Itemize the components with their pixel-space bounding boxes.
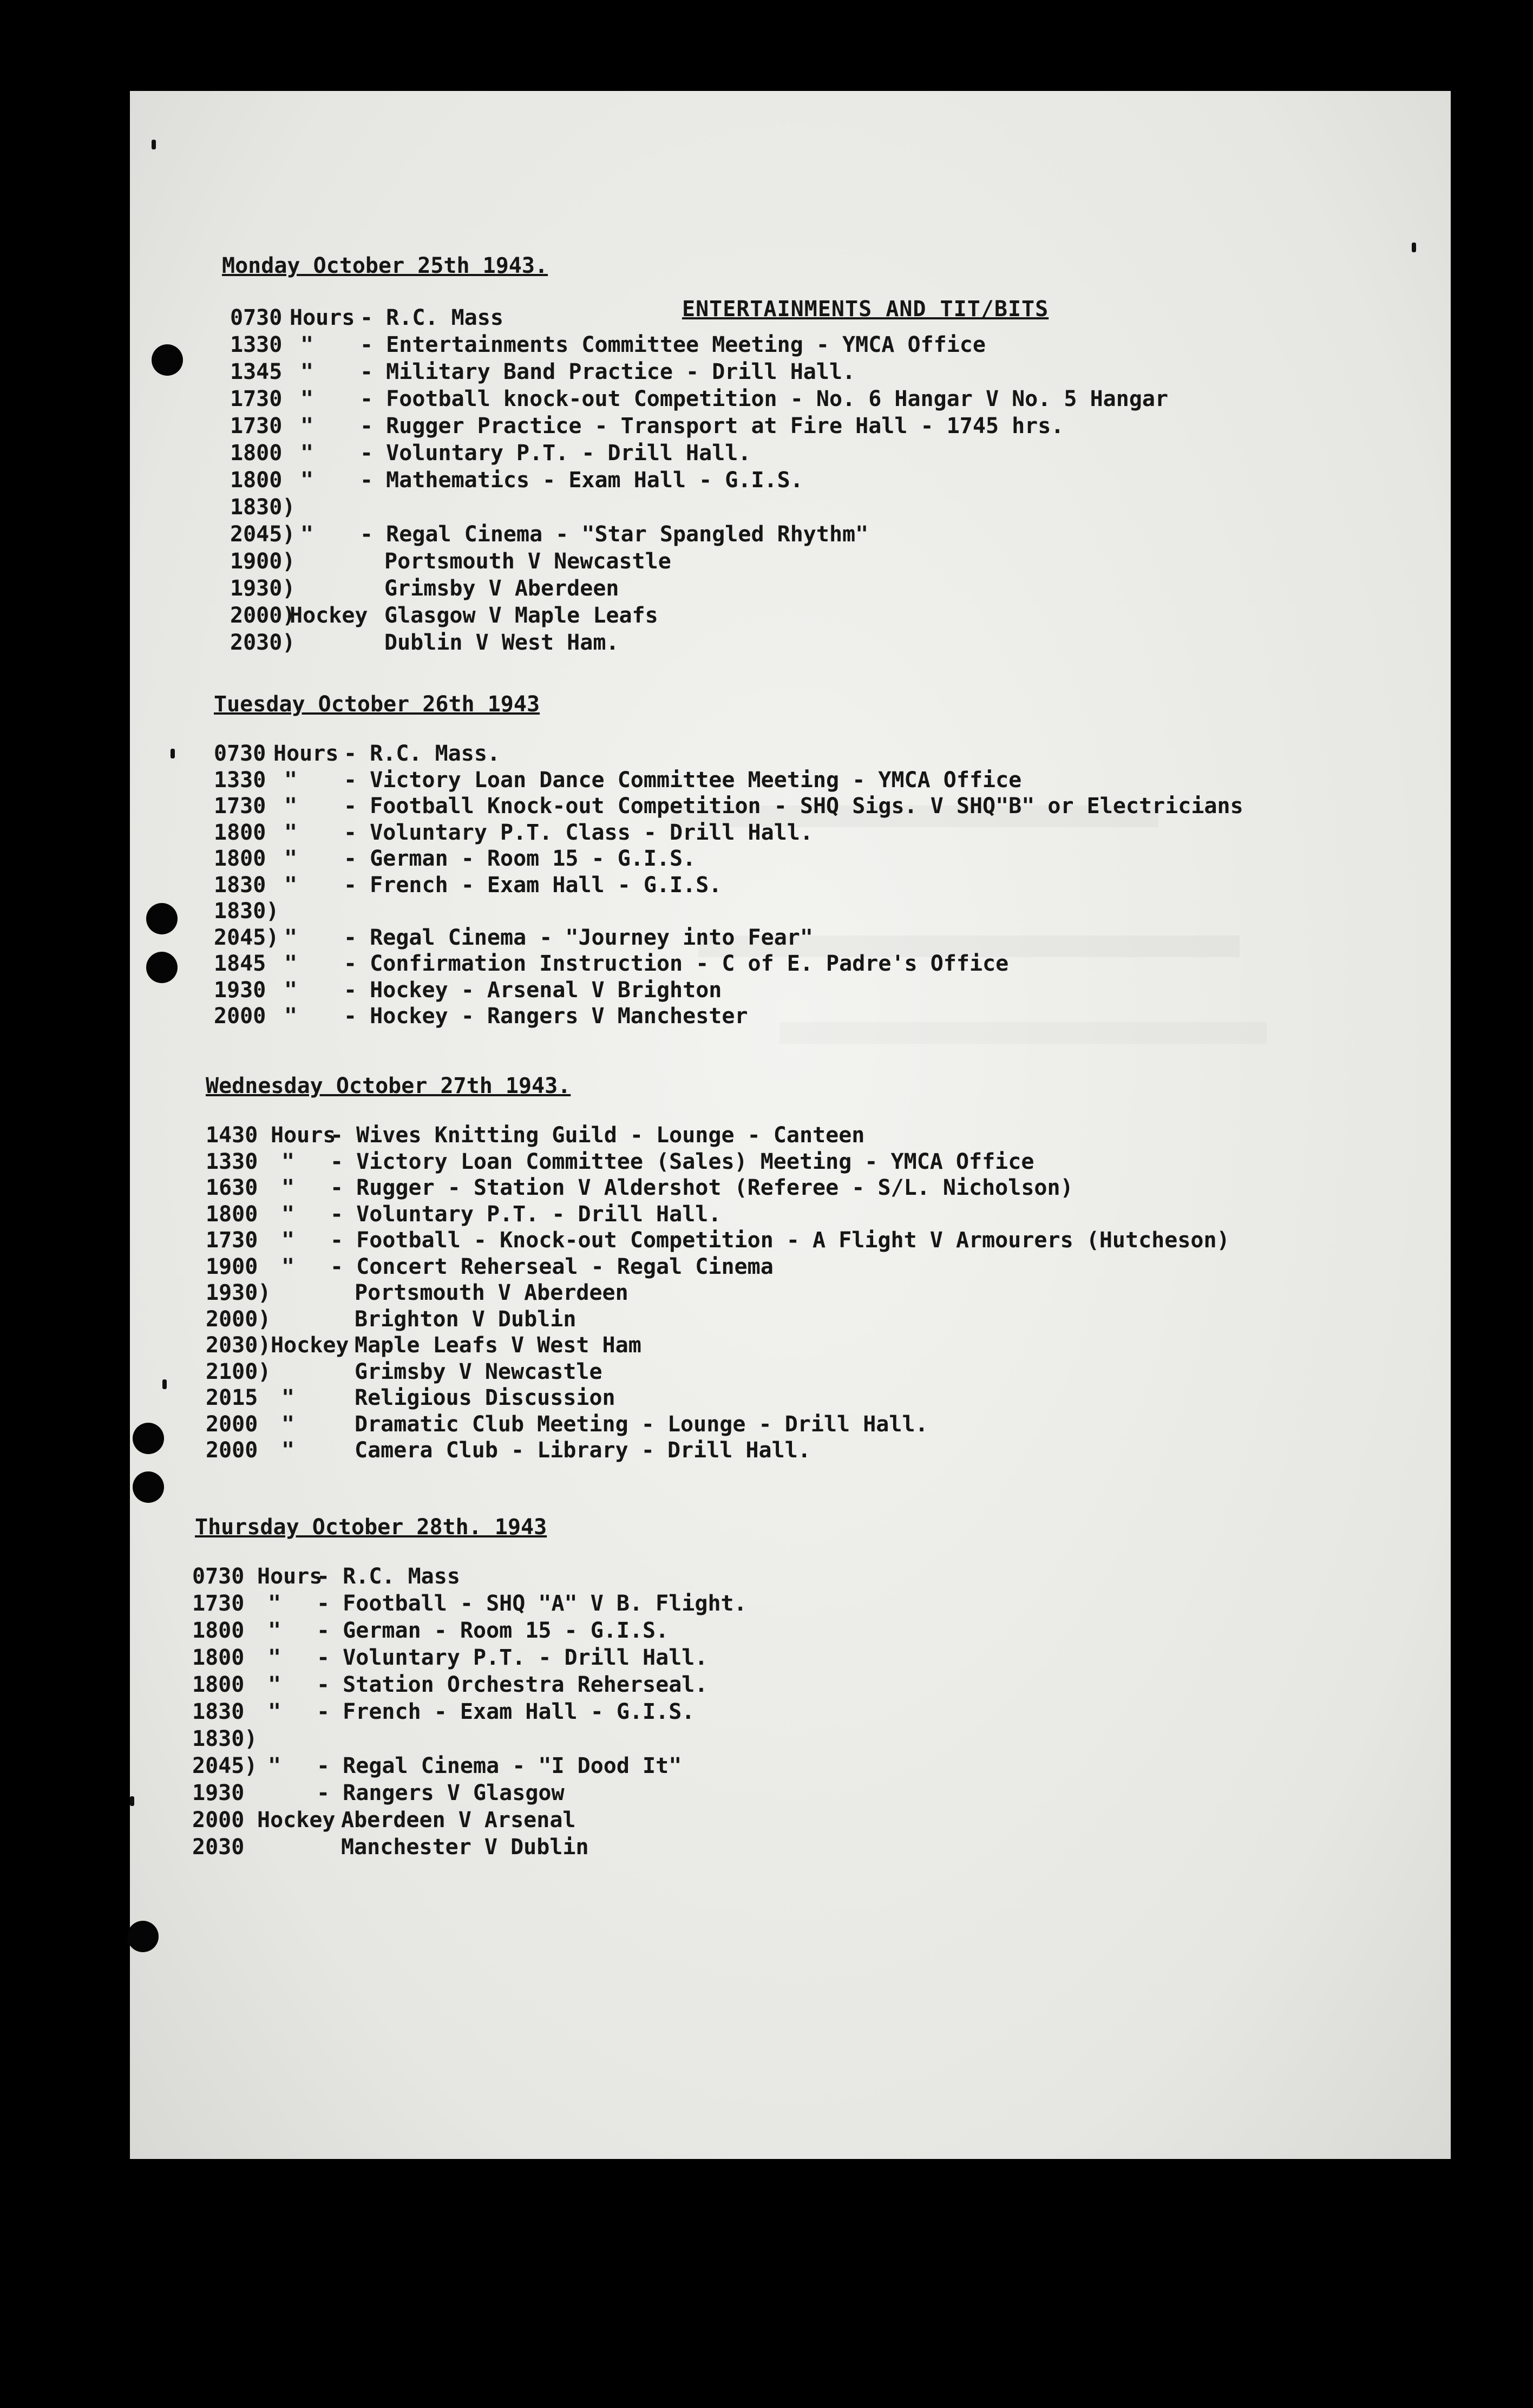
- schedule-entry: [130, 1003, 1451, 1029]
- schedule-entry: [130, 977, 1451, 1003]
- entry-time: 1730: [230, 414, 283, 439]
- entry-time: 1800: [214, 846, 266, 871]
- entry-time: 2045): [192, 1753, 258, 1778]
- speck: [171, 749, 175, 758]
- entry-unit: ": [284, 767, 298, 793]
- entry-text: - Regal Cinema - "I Dood It": [317, 1753, 682, 1778]
- entry-unit: ": [281, 1175, 295, 1200]
- entry-unit: ": [281, 1228, 295, 1253]
- schedule-entry: [130, 767, 1451, 793]
- entry-time: 0730: [230, 305, 283, 330]
- entry-unit: ": [300, 468, 314, 493]
- entry-unit: ": [284, 820, 298, 845]
- entry-text: - German - Room 15 - G.I.S.: [317, 1618, 669, 1643]
- entry-time: 1800: [192, 1645, 245, 1670]
- schedule-entry: [130, 386, 1451, 412]
- schedule-entry: [130, 467, 1451, 493]
- schedule-entry: [130, 1175, 1451, 1201]
- entry-time: 1345: [230, 359, 283, 384]
- section-heading: Wednesday October 27th 1943.: [206, 1074, 571, 1098]
- entry-unit: Hours: [290, 305, 355, 330]
- entry-time: 1800: [214, 820, 266, 845]
- entry-time: 1830: [214, 872, 266, 898]
- entry-time: 1330: [206, 1149, 258, 1174]
- entry-text: - Voluntary P.T. - Drill Hall.: [360, 441, 751, 466]
- entry-unit: Hockey: [290, 603, 368, 628]
- entry-text: - Victory Loan Committee (Sales) Meeting - YMCA Office: [330, 1149, 1034, 1174]
- entry-time: 2100): [206, 1359, 271, 1384]
- schedule-entry: [130, 898, 1451, 924]
- entry-text: Dramatic Club Meeting - Lounge - Drill Hall.: [355, 1411, 928, 1437]
- entry-text: - Voluntary P.T. Class - Drill Hall.: [344, 820, 813, 845]
- entry-text: - R.C. Mass.: [344, 741, 500, 766]
- schedule-entry: [130, 1645, 1451, 1671]
- schedule-entry: [130, 1807, 1451, 1833]
- schedule-entry: [130, 1753, 1451, 1779]
- schedule-entry: [130, 1254, 1451, 1280]
- entry-text: - Football Knock-out Competition - SHQ Sigs. V SHQ"B" or Electricians: [344, 794, 1243, 819]
- entry-time: 1330: [230, 332, 283, 357]
- entry-time: 1830): [230, 495, 296, 520]
- entry-time: 1845: [214, 951, 266, 976]
- entry-text: - French - Exam Hall - G.I.S.: [317, 1699, 695, 1724]
- entry-time: 2030: [192, 1835, 245, 1860]
- entry-unit: ": [268, 1699, 281, 1724]
- speck: [1412, 243, 1416, 252]
- schedule-entry: [130, 1726, 1451, 1752]
- entry-text: - Hockey - Rangers V Manchester: [344, 1004, 748, 1029]
- entry-time: 2000: [206, 1438, 258, 1463]
- schedule-entry: [130, 494, 1451, 520]
- schedule-entry: [130, 548, 1451, 574]
- entry-unit: ": [268, 1753, 281, 1778]
- entry-unit: ": [300, 387, 314, 411]
- entry-text: Manchester V Dublin: [341, 1835, 589, 1860]
- entry-unit: ": [284, 951, 298, 976]
- schedule-entry: [130, 741, 1451, 767]
- entry-unit: ": [268, 1672, 281, 1697]
- schedule-entry: [130, 413, 1451, 439]
- entry-text: - Regal Cinema - "Star Spangled Rhythm": [360, 522, 869, 547]
- entry-unit: ": [281, 1254, 295, 1279]
- schedule-entry: [130, 872, 1451, 898]
- entry-time: 1330: [214, 767, 266, 793]
- entry-text: - Rangers V Glasgow: [317, 1781, 565, 1805]
- entry-time: 1430: [206, 1123, 258, 1148]
- entry-text: Grimsby V Aberdeen: [384, 576, 619, 601]
- entry-text: Dublin V West Ham.: [384, 630, 619, 655]
- entry-time: 2030): [230, 630, 296, 655]
- entry-time: 1800: [230, 468, 283, 493]
- entry-unit: ": [281, 1385, 295, 1410]
- speck: [162, 1379, 167, 1389]
- schedule-entry: [130, 1149, 1451, 1175]
- entry-text: - Military Band Practice - Drill Hall.: [360, 359, 856, 384]
- entry-text: Maple Leafs V West Ham: [355, 1333, 641, 1358]
- entry-text: - Voluntary P.T. - Drill Hall.: [330, 1201, 722, 1227]
- entry-unit: ": [284, 846, 298, 871]
- speck: [152, 140, 156, 149]
- entry-text: - Hockey - Arsenal V Brighton: [344, 977, 722, 1003]
- punch-hole: [146, 903, 178, 934]
- schedule-entry: [130, 793, 1451, 819]
- entry-time: 1730: [192, 1591, 245, 1616]
- entry-text: Camera Club - Library - Drill Hall.: [355, 1438, 811, 1463]
- entry-time: 1830): [192, 1726, 258, 1751]
- entry-text: Brighton V Dublin: [355, 1306, 576, 1332]
- schedule-entry: [130, 332, 1451, 358]
- entry-unit: ": [281, 1149, 295, 1174]
- entry-unit: ": [300, 441, 314, 466]
- entry-text: - Football - SHQ "A" V B. Flight.: [317, 1591, 747, 1616]
- entry-unit: ": [281, 1438, 295, 1463]
- schedule-entry: [130, 575, 1451, 601]
- schedule-entry: [130, 603, 1451, 629]
- punch-hole: [146, 952, 178, 983]
- entry-unit: ": [284, 925, 298, 950]
- entry-text: - Regal Cinema - "Journey into Fear": [344, 925, 813, 950]
- entry-text: Portsmouth V Newcastle: [384, 549, 671, 574]
- entry-text: Glasgow V Maple Leafs: [384, 603, 658, 628]
- entry-text: Religious Discussion: [355, 1385, 615, 1410]
- entry-time: 1930): [230, 576, 296, 601]
- entry-unit: ": [284, 872, 298, 898]
- speck: [130, 1796, 134, 1806]
- entry-text: Grimsby V Newcastle: [355, 1359, 602, 1384]
- reverse-bleed: [336, 2386, 823, 2408]
- entry-text: - R.C. Mass: [360, 305, 503, 330]
- entry-time: 1900: [206, 1254, 258, 1279]
- schedule-entry: [130, 1699, 1451, 1725]
- punch-hole: [133, 1423, 164, 1454]
- schedule-entry: [130, 820, 1451, 846]
- entry-time: 1930: [192, 1781, 245, 1805]
- schedule-entry: [130, 1227, 1451, 1253]
- section-heading: Thursday October 28th. 1943: [195, 1515, 547, 1540]
- schedule-entry: [130, 1591, 1451, 1617]
- entry-time: 1800: [230, 441, 283, 466]
- entry-time: 1730: [206, 1228, 258, 1253]
- schedule-entry: [130, 1332, 1451, 1358]
- schedule-entry: [130, 846, 1451, 872]
- entry-text: - German - Room 15 - G.I.S.: [344, 846, 696, 871]
- entry-unit: ": [300, 414, 314, 439]
- entry-time: 0730: [192, 1564, 245, 1589]
- entry-unit: ": [268, 1618, 281, 1643]
- entry-time: 1630: [206, 1175, 258, 1200]
- schedule-entry: [130, 1563, 1451, 1589]
- schedule-entry: [130, 521, 1451, 547]
- entry-text: - Football knock-out Competition - No. 6 Hangar V No. 5 Hangar: [360, 387, 1169, 411]
- entry-time: 2045): [230, 522, 296, 547]
- entry-time: 1800: [192, 1618, 245, 1643]
- punch-hole: [152, 344, 183, 376]
- schedule-entry: [130, 1306, 1451, 1332]
- schedule-entry: [130, 1359, 1451, 1385]
- entry-unit: ": [284, 794, 298, 819]
- entry-time: 2000: [192, 1808, 245, 1833]
- entry-time: 2000): [230, 603, 296, 628]
- entry-unit: ": [300, 332, 314, 357]
- entry-unit: Hockey: [257, 1808, 336, 1833]
- entry-time: 2000: [214, 1004, 266, 1029]
- entry-time: 1730: [214, 794, 266, 819]
- entry-text: - Rugger - Station V Aldershot (Referee - S/L. Nicholson): [330, 1175, 1073, 1200]
- schedule-entry: [130, 1411, 1451, 1437]
- entry-text: - Mathematics - Exam Hall - G.I.S.: [360, 468, 803, 493]
- entry-time: 1800: [192, 1672, 245, 1697]
- schedule-entry: [130, 305, 1451, 331]
- schedule-entry: [130, 1385, 1451, 1411]
- schedule-entry: [130, 1201, 1451, 1227]
- entry-unit: Hours: [271, 1123, 336, 1148]
- entry-unit: ": [284, 977, 298, 1003]
- entry-text: - Wives Knitting Guild - Lounge - Canteen: [330, 1123, 865, 1148]
- punch-hole: [127, 1921, 159, 1952]
- entry-time: 1730: [230, 387, 283, 411]
- document-title: ENTERTAINMENTS AND TIT/BITS: [682, 297, 1049, 322]
- schedule-entry: [130, 1437, 1451, 1463]
- entry-unit: ": [268, 1591, 281, 1616]
- schedule-entry: [130, 359, 1451, 385]
- schedule-entry: [130, 440, 1451, 466]
- entry-time: 2015: [206, 1385, 258, 1410]
- punch-hole: [133, 1471, 164, 1503]
- entry-time: 0730: [214, 741, 266, 766]
- entry-time: 1830: [192, 1699, 245, 1724]
- entry-time: 1830): [214, 899, 279, 924]
- schedule-entry: [130, 925, 1451, 951]
- schedule-entry: [130, 1672, 1451, 1698]
- entry-unit: Hockey: [271, 1333, 349, 1358]
- entry-text: - Station Orchestra Reherseal.: [317, 1672, 708, 1697]
- schedule-entry: [130, 1618, 1451, 1644]
- entry-unit: ": [281, 1201, 295, 1227]
- entry-time: 1800: [206, 1201, 258, 1227]
- entry-time: 2045): [214, 925, 279, 950]
- schedule-entry: [130, 1280, 1451, 1306]
- entry-text: Portsmouth V Aberdeen: [355, 1280, 628, 1305]
- section-heading: Tuesday October 26th 1943: [214, 692, 540, 717]
- entry-text: - R.C. Mass: [317, 1564, 460, 1589]
- schedule-entry: [130, 1122, 1451, 1148]
- entry-time: 2000): [206, 1306, 271, 1332]
- section-heading: Monday October 25th 1943.: [222, 253, 548, 278]
- entry-unit: Hours: [273, 741, 339, 766]
- schedule-entry: [130, 630, 1451, 656]
- entry-time: 2030): [206, 1333, 271, 1358]
- entry-time: 1930: [214, 977, 266, 1003]
- schedule-entry: [130, 1834, 1451, 1860]
- document-page: [130, 91, 1451, 2159]
- entry-unit: ": [281, 1411, 295, 1437]
- entry-unit: ": [268, 1645, 281, 1670]
- schedule-entry: [130, 951, 1451, 977]
- entry-text: - Victory Loan Dance Committee Meeting - YMCA Office: [344, 767, 1022, 793]
- schedule-entry: [130, 1780, 1451, 1806]
- entry-time: 1930): [206, 1280, 271, 1305]
- entry-unit: ": [284, 1004, 298, 1029]
- entry-unit: Hours: [257, 1564, 323, 1589]
- entry-text: - Concert Reherseal - Regal Cinema: [330, 1254, 774, 1279]
- entry-text: - Voluntary P.T. - Drill Hall.: [317, 1645, 708, 1670]
- entry-time: 1900): [230, 549, 296, 574]
- entry-text: - Confirmation Instruction - C of E. Padre's Office: [344, 951, 1009, 976]
- entry-time: 2000: [206, 1411, 258, 1437]
- entry-text: - Entertainments Committee Meeting - YMCA Office: [360, 332, 986, 357]
- entry-text: - Rugger Practice - Transport at Fire Hall - 1745 hrs.: [360, 414, 1064, 439]
- entry-unit: ": [300, 359, 314, 384]
- entry-text: Aberdeen V Arsenal: [341, 1808, 576, 1833]
- entry-text: - French - Exam Hall - G.I.S.: [344, 872, 722, 898]
- entry-unit: ": [300, 522, 314, 547]
- entry-text: - Football - Knock-out Competition - A Flight V Armourers (Hutcheson): [330, 1228, 1230, 1253]
